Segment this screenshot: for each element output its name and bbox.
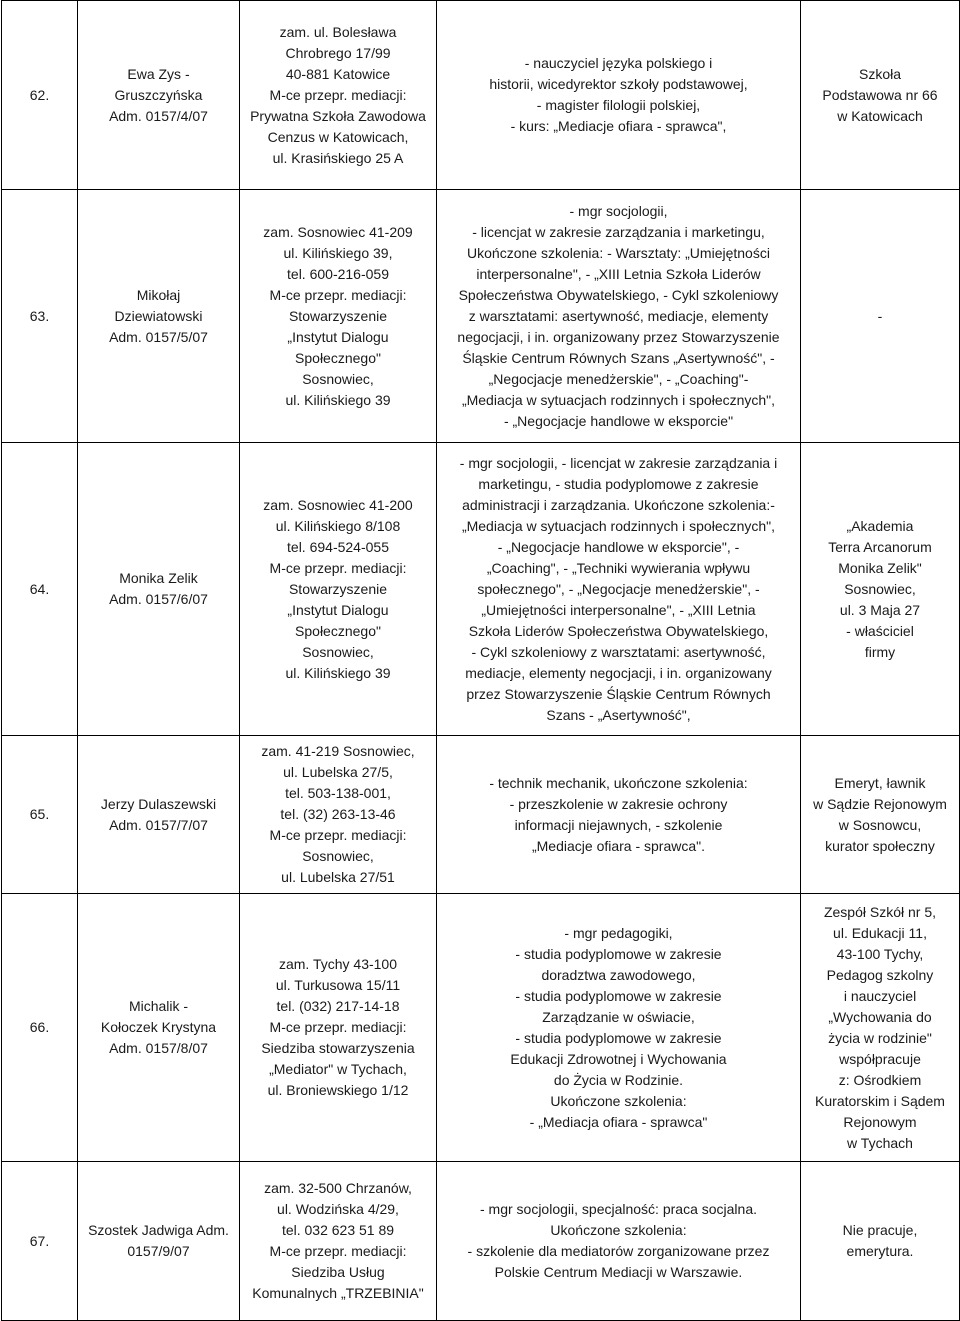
mediator-name: Szostek Jadwiga Adm. 0157/9/07 bbox=[88, 1222, 229, 1259]
table-row bbox=[2, 736, 960, 894]
mediators-registry-table bbox=[1, 0, 960, 1321]
qualifications-cell bbox=[437, 1, 801, 190]
mediator-name-cell bbox=[78, 736, 240, 894]
qualifications-cell bbox=[437, 736, 801, 894]
qualifications: - mgr pedagogiki, - studia podyplomowe w zakresie doradztwa zawodowego, - studia podyplomowe w zakresie Zarządzanie w oświacie, - studia podyplomowe w zakresie Edukacji Zdrowotnej i Wychowania do Życia w Rodzinie. Ukończone szkolenia: - „Mediacja ofiara - sprawca" bbox=[510, 924, 727, 1130]
mediator-name-cell bbox=[78, 1, 240, 190]
mediator-name: Monika Zelik Adm. 0157/6/07 bbox=[109, 570, 208, 607]
entry-number-cell bbox=[2, 894, 78, 1162]
occupation: - bbox=[877, 307, 883, 324]
address: zam. Tychy 43-100 ul. Turkusowa 15/11 tel. (032) 217-14-18 M-ce przepr. mediacji: Siedziba stowarzyszenia „Mediator" w Tychach, ul. Broniewskiego 1/12 bbox=[261, 956, 415, 1098]
address-cell bbox=[240, 190, 437, 443]
occupation-cell bbox=[801, 1, 960, 190]
mediator-name-cell bbox=[78, 190, 240, 443]
qualifications-cell bbox=[437, 443, 801, 736]
entry-number: 62. bbox=[29, 86, 50, 103]
qualifications: - mgr socjologii, specjalność: praca socjalna. Ukończone szkolenia: - szkolenie dla mediatorów zorganizowane przez Polskie Centrum Mediacji w Warszawie. bbox=[467, 1201, 770, 1280]
occupation-cell bbox=[801, 736, 960, 894]
address: zam. ul. Bolesława Chrobrego 17/99 40-881 Katowice M-ce przepr. mediacji: Prywatna Szkoła Zawodowa Cenzus w Katowicach, ul. Krasińskiego 25 A bbox=[250, 23, 426, 166]
occupation: Nie pracuje, emerytura. bbox=[842, 1222, 918, 1259]
mediator-name: Mikołaj Dziewiatowski Adm. 0157/5/07 bbox=[109, 286, 208, 345]
address-cell bbox=[240, 1, 437, 190]
table-row bbox=[2, 1162, 960, 1321]
mediator-name-cell bbox=[78, 1162, 240, 1321]
occupation-cell bbox=[801, 190, 960, 443]
qualifications-cell bbox=[437, 894, 801, 1162]
mediator-name-cell bbox=[78, 894, 240, 1162]
entry-number: 67. bbox=[29, 1232, 50, 1249]
address: zam. 41-219 Sosnowiec, ul. Lubelska 27/5, tel. 503-138-001, tel. (32) 263-13-46 M-ce przepr. mediacji: Sosnowiec, ul. Lubelska 27/51 bbox=[261, 743, 415, 885]
entry-number: 64. bbox=[29, 580, 50, 597]
qualifications: - nauczyciel języka polskiego i historii, wicedyrektor szkoły podstawowej, - magister filologii polskiej, - kurs: „Mediacje ofiara - sprawca", bbox=[489, 55, 748, 134]
mediator-name-cell bbox=[78, 443, 240, 736]
entry-number-cell bbox=[2, 736, 78, 894]
address: zam. 32-500 Chrzanów, ul. Wodzińska 4/29, tel. 032 623 51 89 M-ce przepr. mediacji: Siedziba Usług Komunalnych „TRZEBINIA" bbox=[252, 1180, 424, 1301]
address-cell bbox=[240, 736, 437, 894]
occupation: „Akademia Terra Arcanorum Monika Zelik" Sosnowiec, ul. 3 Maja 27 - właściciel firmy bbox=[828, 517, 932, 660]
entry-number: 66. bbox=[29, 1019, 50, 1035]
entry-number: 65. bbox=[29, 806, 50, 822]
occupation-cell bbox=[801, 443, 960, 736]
qualifications-cell bbox=[437, 1162, 801, 1321]
occupation: Szkoła Podstawowa nr 66 w Katowicach bbox=[822, 65, 938, 124]
table-row bbox=[2, 443, 960, 736]
entry-number: 63. bbox=[29, 307, 50, 324]
entry-number-cell bbox=[2, 190, 78, 443]
entry-number-cell bbox=[2, 1, 78, 190]
table-row bbox=[2, 1, 960, 190]
occupation-cell bbox=[801, 1162, 960, 1321]
address: zam. Sosnowiec 41-209 ul. Kilińskiego 39, tel. 600-216-059 M-ce przepr. mediacji: Stowarzyszenie „Instytut Dialogu Społecznego" Sosnowiec, ul. Kilińskiego 39 bbox=[263, 223, 413, 408]
occupation: Zespół Szkół nr 5, ul. Edukacji 11, 43-100 Tychy, Pedagog szkolny i nauczyciel „Wychowania do życia w rodzinie" współpracuje z: Ośrodkiem Kuratorskim i Sądem Rejonowym w Tychach bbox=[815, 903, 945, 1151]
mediator-name: Jerzy Dulaszewski Adm. 0157/7/07 bbox=[100, 795, 217, 833]
qualifications-cell bbox=[437, 190, 801, 443]
address-cell bbox=[240, 1162, 437, 1321]
occupation: Emeryt, ławnik w Sądzie Rejonowym w Sosnowcu, kurator społeczny bbox=[813, 774, 947, 854]
address-cell bbox=[240, 443, 437, 736]
mediator-name: Ewa Zys - Gruszczyńska Adm. 0157/4/07 bbox=[109, 65, 208, 124]
occupation-cell bbox=[801, 894, 960, 1162]
table-row bbox=[2, 894, 960, 1162]
entry-number-cell bbox=[2, 1162, 78, 1321]
mediator-name: Michalik - Kołoczek Krystyna Adm. 0157/8/07 bbox=[100, 998, 217, 1056]
address-cell bbox=[240, 894, 437, 1162]
entry-number-cell bbox=[2, 443, 78, 736]
table-row bbox=[2, 190, 960, 443]
qualifications: - mgr socjologii, - licencjat w zakresie zarządzania i marketingu, Ukończone szkolenia: - Warsztaty: „Umiejętności interpersonalne", - „XIII Letnia Szkoła Liderów Społeczeństwa Obywatelskiego, - Cykl szkoleniowy z warsztatami: asertywność, mediacje, elementy negocjacji, i in. organizowany przez Stowarzyszenie Śląskie Centrum Równych Szans „Asertywność", - „Negocjacje menedżerskie", - „Coaching"- „Mediacja w sytuacjach rodzinnych i społecznych", - „Negocjacje handlowe w eksporcie" bbox=[457, 202, 780, 429]
address: zam. Sosnowiec 41-200 ul. Kilińskiego 8/108 tel. 694-524-055 M-ce przepr. mediacji: Stowarzyszenie „Instytut Dialogu Społecznego" Sosnowiec, ul. Kilińskiego 39 bbox=[263, 496, 413, 681]
qualifications: - mgr socjologii, - licencjat w zakresie zarządzania i marketingu, - studia podyplomowe z zakresie administracji i zarządzania. Ukończone szkolenia:- „Mediacja w sytuacjach rodzinnych i społecznych", - „Negocjacje handlowe w eksporcie", - „Coaching", - „Techniki wywierania wpływu społecznego", - „Negocjacje menedżerskie", - „Umiejętności interpersonalne", - „XIII Letnia Szkoła Liderów Społeczeństwa Obywatelskiego, - Cykl szkoleniowy z warsztatami: asertywność, mediacje, elementy negocjacji, i in. organizowany przez Stowarzyszenie Śląskie Centrum Równych Szans - „Asertywność", bbox=[459, 454, 778, 723]
qualifications: - technik mechanik, ukończone szkolenia: - przeszkolenie w zakresie ochrony informacji niejawnych, - szkolenie „Mediacje ofiara - sprawca". bbox=[489, 774, 748, 854]
